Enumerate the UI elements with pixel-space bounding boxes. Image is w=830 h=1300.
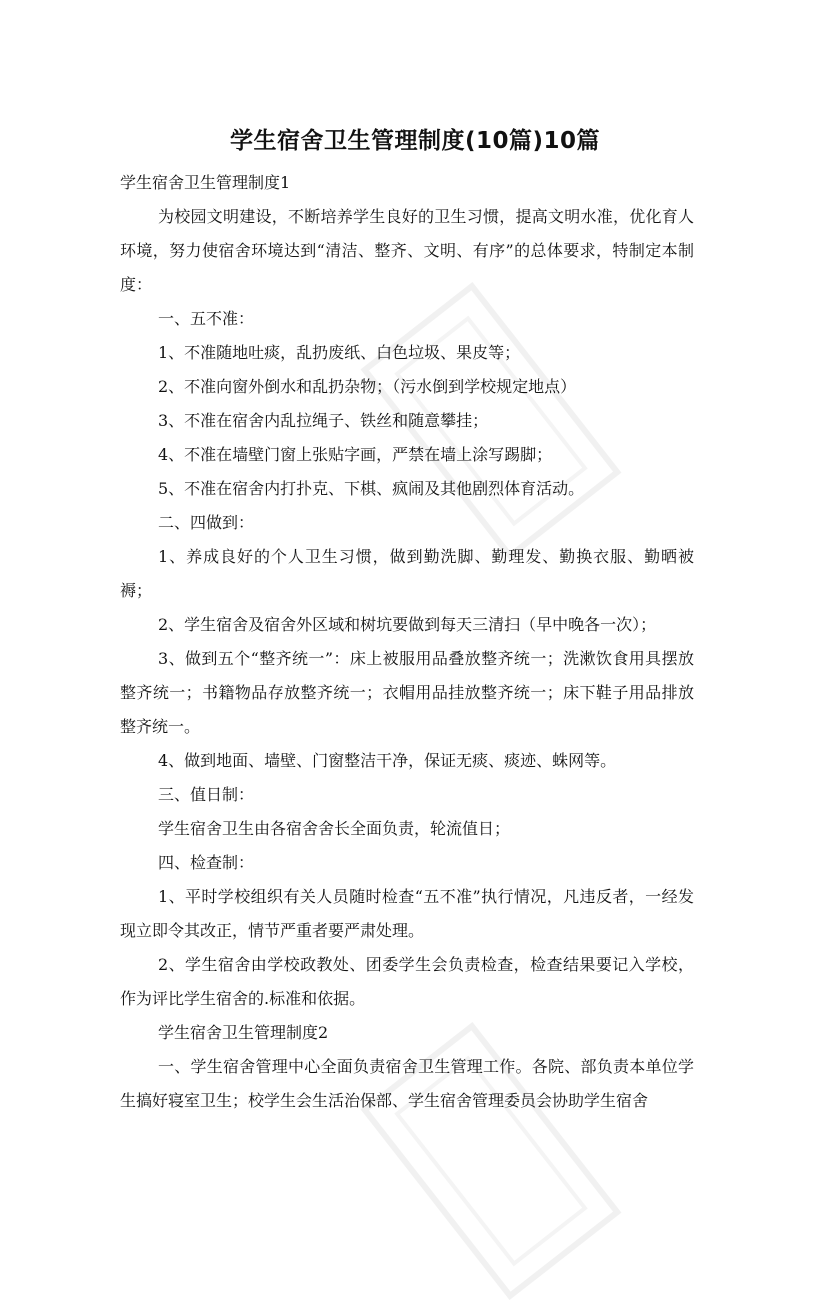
paragraph: 一、学生宿舍管理中心全面负责宿舍卫生管理工作。各院、部负责本单位学生搞好寝室卫生；校学生会生活治保部、学生宿舍管理委员会协助学生宿舍 xyxy=(120,1057,694,1110)
paragraph: 4、不准在墙壁门窗上张贴字画，严禁在墙上涂写踢脚； xyxy=(158,445,553,464)
paragraph: 三、值日制： xyxy=(158,785,255,804)
paragraph: 2、学生宿舍由学校政教处、团委学生会负责检查，检查结果要记入学校，作为评比学生宿舍的.标准和依据。 xyxy=(120,955,694,1008)
paragraph: 一、五不准： xyxy=(158,309,255,328)
document-title: 学生宿舍卫生管理制度(10篇)10篇 xyxy=(229,128,601,154)
paragraph: 3、不准在宿舍内乱拉绳子、铁丝和随意攀挂； xyxy=(158,411,489,430)
paragraph: 3、做到五个“整齐统一”：床上被服用品叠放整齐统一；洗漱饮食用具摆放整齐统一；书籍物品存放整齐统一；衣帽用品挂放整齐统一；床下鞋子用品排放整齐统一。 xyxy=(120,649,694,736)
paragraph: 4、做到地面、墙壁、门窗整洁干净，保证无痰、痰迹、蛛网等。 xyxy=(158,751,617,770)
paragraph: 1、平时学校组织有关人员随时检查“五不准”执行情况，凡违反者，一经发现立即令其改正，情节严重者要严肃处理。 xyxy=(120,887,694,940)
paragraph: 2、不准向窗外倒水和乱扔杂物；（污水倒到学校规定地点） xyxy=(158,377,577,396)
document-body xyxy=(120,166,694,1118)
paragraph: 1、不准随地吐痰，乱扔废纸、白色垃圾、果皮等； xyxy=(158,343,521,362)
paragraph: 学生宿舍卫生由各宿舍舍长全面负责，轮流值日； xyxy=(158,819,511,838)
section-heading: 学生宿舍卫生管理制度1 xyxy=(120,173,291,192)
section-heading: 学生宿舍卫生管理制度2 xyxy=(158,1023,329,1042)
paragraph: 为校园文明建设，不断培养学生良好的卫生习惯，提高文明水准，优化育人环境，努力使宿舍环境达到“清洁、整齐、文明、有序”的总体要求，特制定本制度： xyxy=(120,207,694,294)
paragraph: 二、四做到： xyxy=(158,513,255,532)
paragraph: 四、检查制： xyxy=(158,853,255,872)
paragraph: 1、养成良好的个人卫生习惯，做到勤洗脚、勤理发、勤换衣服、勤晒被褥； xyxy=(120,547,694,600)
paragraph: 5、不准在宿舍内打扑克、下棋、疯闹及其他剧烈体育活动。 xyxy=(158,479,585,498)
paragraph: 2、学生宿舍及宿舍外区域和树坑要做到每天三清扫（早中晚各一次）； xyxy=(158,615,657,634)
